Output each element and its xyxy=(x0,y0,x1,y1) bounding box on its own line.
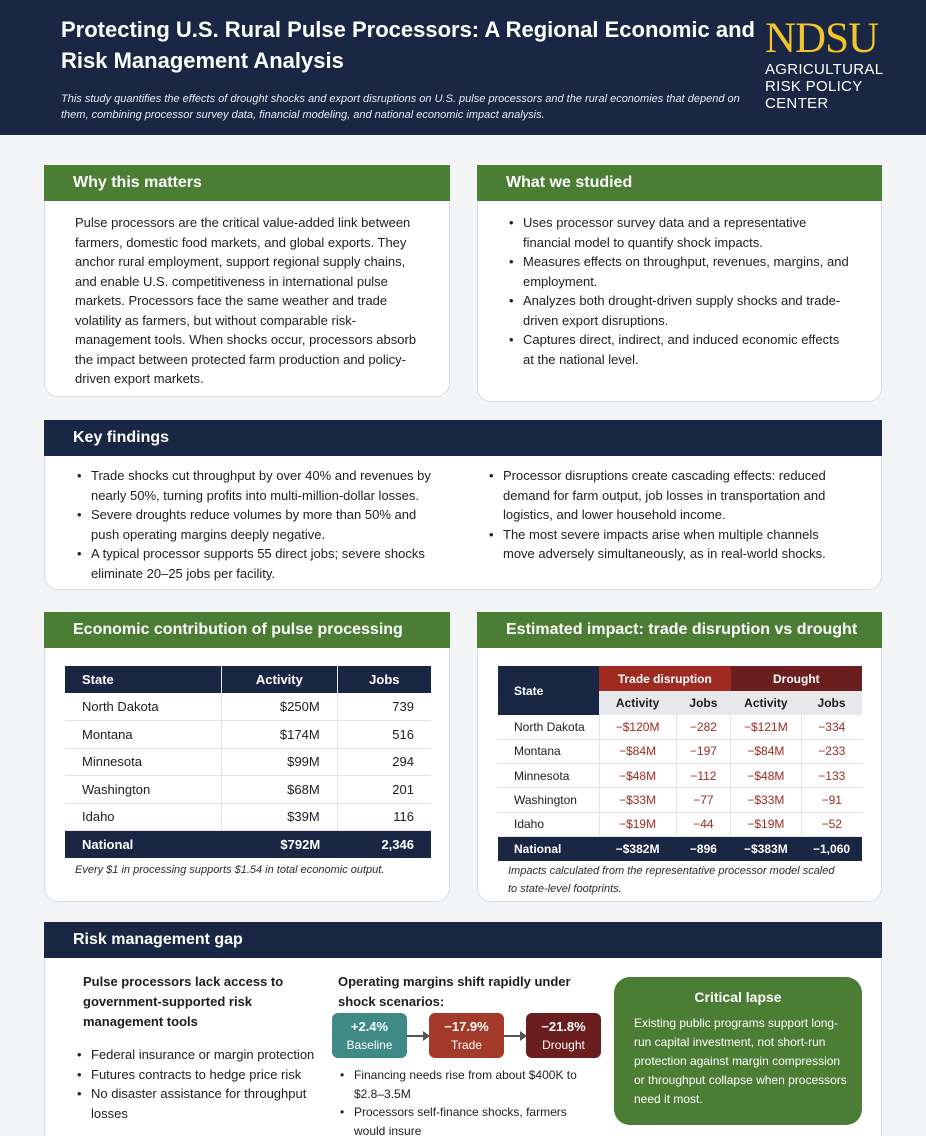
cell-drought-jobs: −233 xyxy=(801,739,862,763)
cell-trade-jobs: −282 xyxy=(676,715,730,739)
list-item: • Severe droughts reduce volumes by more than 50% and push operating margins deeply negative. xyxy=(75,505,435,544)
table-row xyxy=(65,776,431,804)
cell-drought-activity: −$383M xyxy=(731,836,801,860)
group-header-trade: Trade disruption xyxy=(599,666,731,691)
baseline-pill xyxy=(332,1013,407,1058)
cell-trade-activity: −$33M xyxy=(599,788,676,812)
table-row xyxy=(65,721,431,749)
lapse-body: Existing public programs support long-run capital investment, not short-run protection against margin compression or throughput collapse when processors need it most. xyxy=(634,1016,847,1106)
list-item: • Uses processor survey data and a representative financial model to quantify shock impacts. xyxy=(507,213,852,252)
cell-trade-jobs: −112 xyxy=(676,764,730,788)
cell-drought-jobs: −91 xyxy=(801,788,862,812)
cell-state: Idaho xyxy=(498,812,599,836)
list-item: • Federal insurance or margin protection xyxy=(75,1045,315,1065)
why-title: Why this matters xyxy=(44,165,450,201)
national-row xyxy=(498,836,862,860)
findings-left-list xyxy=(75,466,435,583)
cell-state: North Dakota xyxy=(65,693,222,721)
cell-drought-activity: −$33M xyxy=(731,788,801,812)
impact-title: Estimated impact: trade disruption vs drought xyxy=(477,612,882,648)
cell-jobs: 116 xyxy=(337,803,431,831)
cell-jobs: 201 xyxy=(337,776,431,804)
margins-heading: Operating margins shift rapidly under shock scenarios: xyxy=(338,974,571,1009)
logo-line-3: CENTER xyxy=(765,95,829,112)
why-body: Pulse processors are the critical value-added link between farmers, domestic food markets, and global exports. They anchor rural employment, support regional supply chains, and enable U.S. competitiveness in international pulse markets. Processors face the same weather and trade volatility as farmers, but without comparable risk-management tools. When shocks occur, processors absorb the impact between protected farm production and policy-driven export markets. xyxy=(75,215,417,386)
cell-activity: $68M xyxy=(222,776,338,804)
list-item: • Processor disruptions create cascading effects: reduced demand for farm output, job losses in transportation and logistics, and lower household income. xyxy=(487,466,847,525)
critical-lapse-box xyxy=(614,977,862,1125)
findings-title: Key findings xyxy=(44,420,882,456)
findings-right-list xyxy=(487,466,847,564)
table-row xyxy=(498,764,862,788)
list-item: • A typical processor supports 55 direct jobs; severe shocks eliminate 20–25 jobs per facility. xyxy=(75,544,435,583)
group-header-drought: Drought xyxy=(731,666,862,691)
national-row xyxy=(65,831,431,859)
drought-pill xyxy=(526,1013,601,1058)
sub-header-jobs: Jobs xyxy=(801,691,862,715)
cell-state: Washington xyxy=(65,776,222,804)
cell-trade-activity: −$48M xyxy=(599,764,676,788)
page-title: Protecting U.S. Rural Pulse Processors: A Regional Economic and Risk Management Analysis xyxy=(61,17,755,73)
risk-title: Risk management gap xyxy=(44,922,882,958)
col-header-state: State xyxy=(65,666,222,693)
drought-value: −21.8% xyxy=(541,1019,586,1034)
cell-drought-jobs: −334 xyxy=(801,715,862,739)
cell-state: Minnesota xyxy=(65,748,222,776)
trade-label: Trade xyxy=(451,1038,482,1052)
cell-state: Montana xyxy=(498,739,599,763)
drought-label: Drought xyxy=(542,1038,585,1052)
risk-tools-list xyxy=(75,1045,315,1123)
table-row xyxy=(65,748,431,776)
baseline-label: Baseline xyxy=(346,1038,393,1052)
cell-trade-activity: −$84M xyxy=(599,739,676,763)
cell-drought-jobs: −133 xyxy=(801,764,862,788)
cell-jobs: 516 xyxy=(337,721,431,749)
baseline-value: +2.4% xyxy=(350,1019,389,1034)
cell-state: North Dakota xyxy=(498,715,599,739)
cell-state: National xyxy=(498,836,599,860)
logo-line-1: AGRICULTURAL xyxy=(765,61,884,78)
table-row xyxy=(498,812,862,836)
cell-trade-jobs: −197 xyxy=(676,739,730,763)
list-item: • Measures effects on throughput, revenues, margins, and employment. xyxy=(507,252,852,291)
cell-activity: $99M xyxy=(222,748,338,776)
table-row xyxy=(498,788,862,812)
cell-drought-activity: −$84M xyxy=(731,739,801,763)
table-row xyxy=(498,739,862,763)
list-item: • No disaster assistance for throughput losses xyxy=(75,1084,315,1123)
ndsu-logo xyxy=(765,15,915,112)
risk-financing-list xyxy=(338,1066,588,1136)
arrow-right-icon xyxy=(407,1035,429,1037)
table-row xyxy=(65,803,431,831)
trade-value: −17.9% xyxy=(444,1019,489,1034)
table-row xyxy=(65,693,431,721)
cell-drought-jobs: −1,060 xyxy=(801,836,862,860)
studied-list xyxy=(507,213,852,369)
logo-mark: NDSU xyxy=(765,15,879,62)
cell-activity: $792M xyxy=(222,831,338,859)
lapse-title: Critical lapse xyxy=(694,989,782,1005)
cell-trade-activity: −$120M xyxy=(599,715,676,739)
list-item: • Futures contracts to hedge price risk xyxy=(75,1065,315,1085)
cell-jobs: 2,346 xyxy=(337,831,431,859)
cell-drought-activity: −$48M xyxy=(731,764,801,788)
cell-trade-activity: −$382M xyxy=(599,836,676,860)
list-item: • Captures direct, indirect, and induced economic effects at the national level. xyxy=(507,330,852,369)
trade-pill xyxy=(429,1013,504,1058)
logo-line-2: RISK POLICY xyxy=(765,78,863,95)
list-item: • The most severe impacts arise when multiple channels move adversely simultaneously, as in real-world shocks. xyxy=(487,525,847,564)
cell-drought-jobs: −52 xyxy=(801,812,862,836)
contribution-note: Every $1 in processing supports $1.54 in total economic output. xyxy=(75,864,385,876)
page-header xyxy=(0,0,926,135)
impact-table xyxy=(498,666,862,861)
cell-state: National xyxy=(65,831,222,859)
sub-header-jobs: Jobs xyxy=(676,691,730,715)
table-row xyxy=(498,715,862,739)
impact-note: Impacts calculated from the representative processor model scaled to state-level footprints. xyxy=(508,865,835,895)
sub-header-activity: Activity xyxy=(731,691,801,715)
contribution-table xyxy=(65,666,431,858)
cell-state: Idaho xyxy=(65,803,222,831)
page-subtitle: This study quantifies the effects of drought shocks and export disruptions on U.S. pulse processors and the rural economies that depend on them, combining processor survey data, financial modeling, and national economic impact analysis. xyxy=(61,93,740,121)
cell-activity: $39M xyxy=(222,803,338,831)
cell-trade-activity: −$19M xyxy=(599,812,676,836)
cell-state: Montana xyxy=(65,721,222,749)
cell-jobs: 294 xyxy=(337,748,431,776)
sub-header-activity: Activity xyxy=(599,691,676,715)
cell-trade-jobs: −896 xyxy=(676,836,730,860)
contribution-title: Economic contribution of pulse processing xyxy=(44,612,450,648)
col-header-activity: Activity xyxy=(222,666,338,693)
list-item: • Financing needs rise from about $400K to $2.8–3.5M xyxy=(338,1066,588,1103)
cell-trade-jobs: −44 xyxy=(676,812,730,836)
cell-drought-activity: −$19M xyxy=(731,812,801,836)
cell-state: Minnesota xyxy=(498,764,599,788)
cell-jobs: 739 xyxy=(337,693,431,721)
studied-title: What we studied xyxy=(477,165,882,201)
cell-activity: $174M xyxy=(222,721,338,749)
list-item: • Trade shocks cut throughput by over 40% and revenues by nearly 50%, turning profits into multi-million-dollar losses. xyxy=(75,466,435,505)
cell-state: Washington xyxy=(498,788,599,812)
risk-lead: Pulse processors lack access to government-supported risk management tools xyxy=(83,974,284,1029)
list-item: • Processors self-finance shocks, farmers would insure xyxy=(338,1103,588,1136)
col-header-state: State xyxy=(498,666,599,715)
arrow-right-icon xyxy=(504,1035,526,1037)
col-header-jobs: Jobs xyxy=(337,666,431,693)
cell-trade-jobs: −77 xyxy=(676,788,730,812)
list-item: • Analyzes both drought-driven supply shocks and trade-driven export disruptions. xyxy=(507,291,852,330)
cell-activity: $250M xyxy=(222,693,338,721)
cell-drought-activity: −$121M xyxy=(731,715,801,739)
